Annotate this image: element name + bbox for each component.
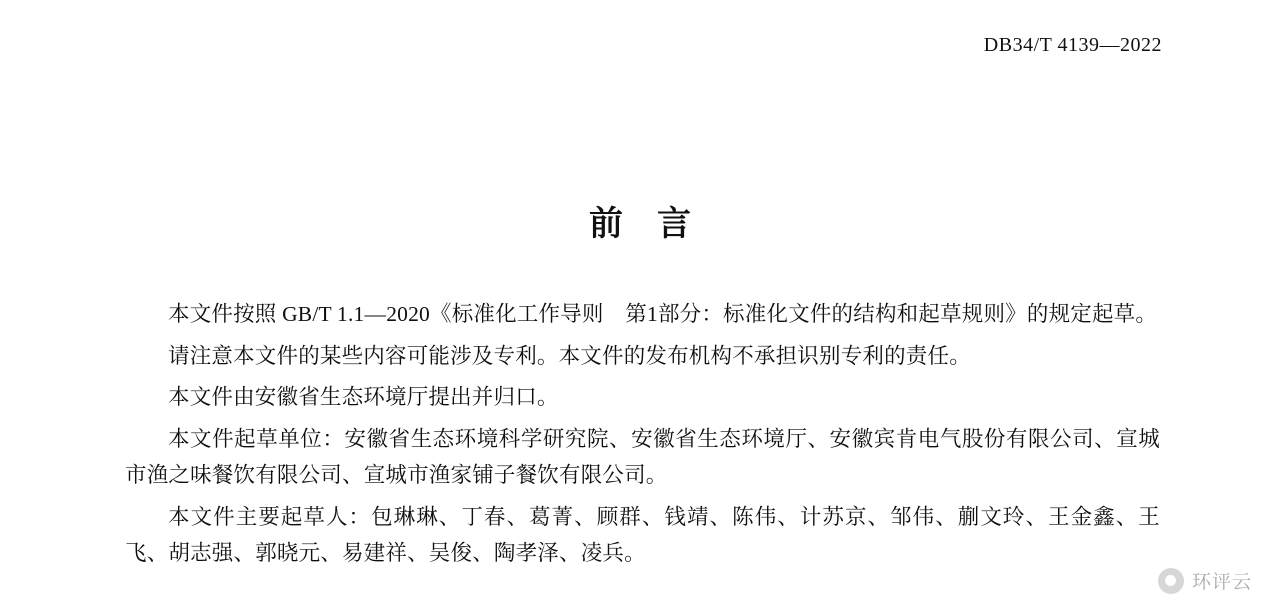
circle-logo-icon xyxy=(1158,568,1184,594)
standard-number-header: DB34/T 4139—2022 xyxy=(983,34,1162,56)
foreword-body xyxy=(125,296,1160,572)
watermark-label: 环评云 xyxy=(1191,571,1252,593)
paragraph-1: 本文件按照 GB/T 1.1—2020《标准化工作导则 第1部分：标准化文件的结构和起草规则》的规定起草。 xyxy=(168,302,1158,326)
paragraph-4: 本文件起草单位：安徽省生态环境科学研究院、安徽省生态环境厅、安徽宾肯电气股份有限公司、宣城市渔之味餐饮有限公司、宣城市渔家铺子餐饮有限公司。 xyxy=(125,426,1160,487)
paragraph-2: 请注意本文件的某些内容可能涉及专利。本文件的发布机构不承担识别专利的责任。 xyxy=(168,343,971,368)
page-title: 前言 xyxy=(589,204,725,244)
watermark xyxy=(1158,567,1252,594)
paragraph-5: 本文件主要起草人：包琳琳、丁春、葛菁、顾群、钱靖、陈伟、计苏京、邹伟、蒯文玲、王金鑫、王飞、胡志强、郭晓元、易建祥、吴俊、陶孝泽、凌兵。 xyxy=(125,504,1160,565)
paragraph-3: 本文件由安徽省生态环境厅提出并归口。 xyxy=(168,385,559,409)
